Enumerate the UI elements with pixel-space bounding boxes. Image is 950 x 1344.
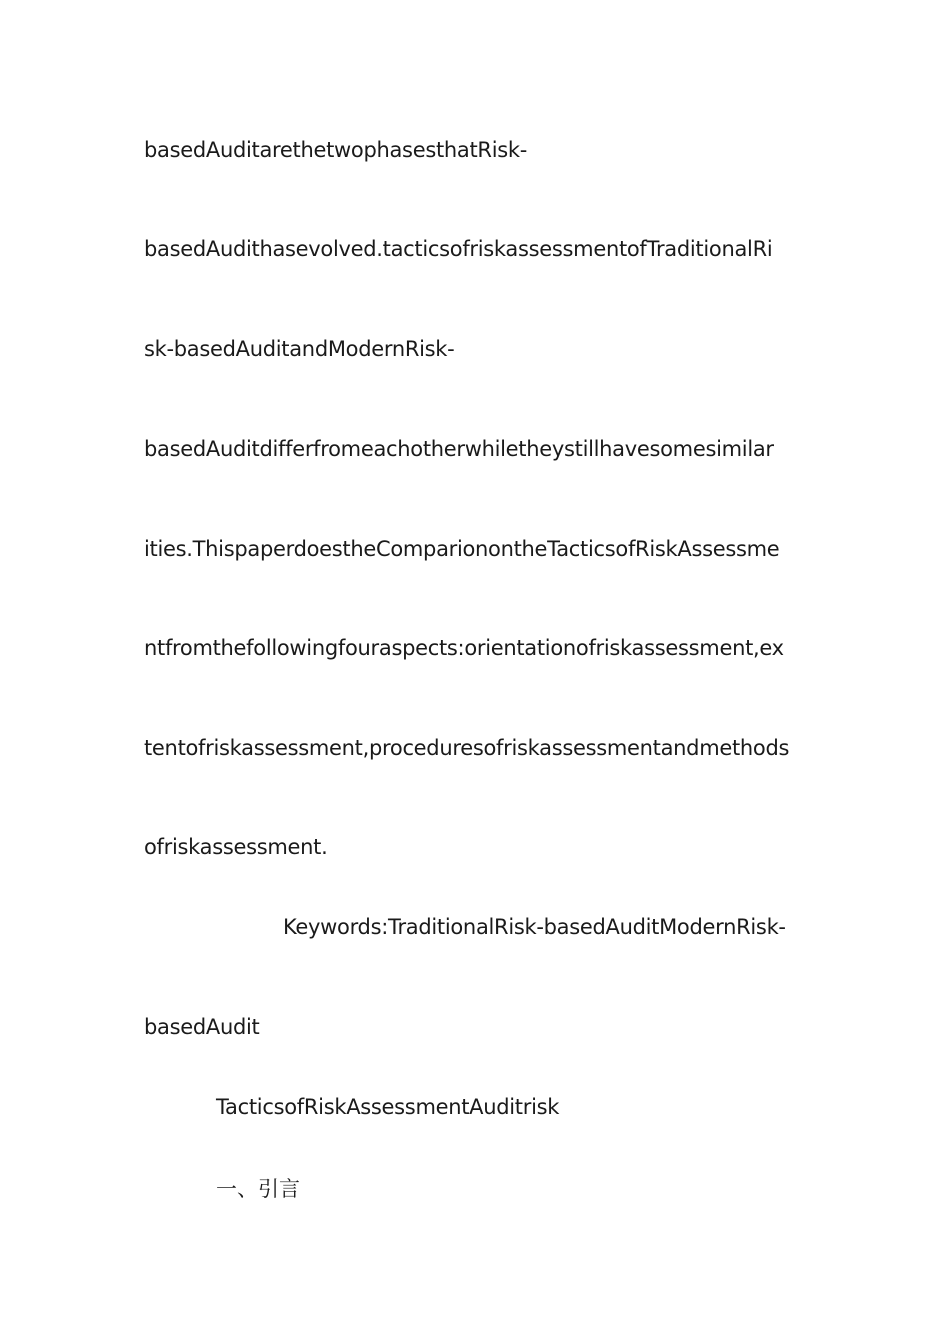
keywords-line-1: Keywords:TraditionalRisk-basedAuditModernRisk- bbox=[283, 915, 786, 939]
abstract-line-2: basedAudithasevolved.tacticsofriskassessmentofTraditionalRi bbox=[144, 237, 773, 261]
abstract-line-6: ntfromthefollowingfouraspects:orientationofriskassessment,ex bbox=[144, 636, 784, 660]
abstract-line-4: basedAuditdifferfromeachotherwhiletheystillhavesomesimilar bbox=[144, 437, 774, 461]
abstract-line-5: ities.ThispaperdoestheComparionontheTacticsofRiskAssessme bbox=[144, 537, 780, 561]
abstract-line-3: sk-basedAuditandModernRisk- bbox=[144, 337, 455, 361]
keywords-line-2: basedAudit bbox=[144, 1015, 260, 1039]
section-heading-introduction: 一、引言 bbox=[216, 1177, 300, 1201]
abstract-line-8: ofriskassessment. bbox=[144, 835, 328, 859]
abstract-line-7: tentofriskassessment,proceduresofriskassessmentandmethods bbox=[144, 736, 790, 760]
keywords-line-3: TacticsofRiskAssessmentAuditrisk bbox=[216, 1095, 560, 1119]
abstract-line-1: basedAuditarethetwophasesthatRisk- bbox=[144, 138, 528, 162]
